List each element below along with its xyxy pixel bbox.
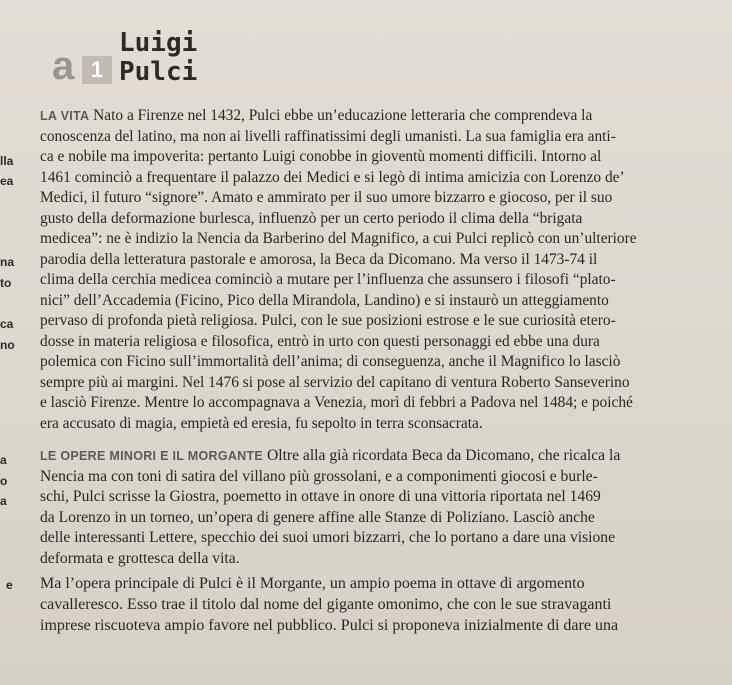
margin-fragment: no xyxy=(0,338,15,352)
text-line: era accusato di magia, empietà ed eresia, fu sepolto in terra sconsacrata. xyxy=(40,414,483,432)
margin-fragment: na xyxy=(0,255,15,269)
author-first-name: Luigi xyxy=(119,28,198,58)
text-line: pervaso di profonda pietà religiosa. Pulci, con le sue posizioni estrose e le sue curiosità etero- xyxy=(40,312,616,329)
margin-fragment: o xyxy=(0,474,8,488)
text-line: delle interessanti Lettere, specchio dei suoi umori bizzarri, che lo portano a dare una visione xyxy=(40,529,616,546)
text-line: ca e nobile ma impoverita: pertanto Luigi conobbe in gioventù momenti difficili. Intorno al xyxy=(40,148,602,165)
badge-letter: a xyxy=(52,44,75,88)
margin-fragment: a xyxy=(0,453,7,467)
margin-fragment: lla xyxy=(0,154,14,168)
badge-number: 1 xyxy=(82,56,112,84)
text-line: gusto della deformazione burlesca, influenzò per un certo periodo il clima della “brigata xyxy=(40,209,583,227)
text-line: cavalleresco. Esso trae il titolo dal nome del gigante omonimo, che con le sue stravaganti xyxy=(40,596,612,613)
text-line: conoscenza del latino, ma non ai livelli raffinatissimi degli umanisti. La sua famiglia era anti- xyxy=(40,127,616,145)
text-line: dosse in materia religiosa e filosofica, entrò in urto con questi personaggi ed ebbe una dura xyxy=(40,332,600,350)
text-line: 1461 cominciò a frequentare il palazzo dei Medici e si legò di intima amicizia con Lorenzo de’ xyxy=(40,168,625,186)
text-line: Nencia ma con toni di satira del villano più grossolani, e a componimenti giocosi e burle- xyxy=(40,467,598,485)
section-heading-vita: LA VITA xyxy=(40,109,90,123)
section-morgante xyxy=(40,573,650,636)
text-line: imprese riscuoteva ampio favore nel pubblico. Pulci si proponeva inizialmente di dare una xyxy=(40,617,619,634)
margin-fragment: ca xyxy=(0,317,14,331)
text-line: e lasciò Firenze. Mentre lo accompagnava a Venezia, morì di febbri a Padova nel 1484; e poiché xyxy=(40,394,633,411)
section-opere-minori xyxy=(40,446,650,569)
text-line: Medici, il futuro “signore”. Amato e ammirato per il suo umore bizzarro e giocoso, per il suo xyxy=(40,189,613,206)
margin-fragment: ea xyxy=(0,174,14,188)
text-line: clima della cerchia medicea cominciò a mutare per l’influenza che assunsero i filosofi “plato- xyxy=(40,271,616,288)
margin-fragment: e xyxy=(6,578,13,592)
text-line: LE OPERE MINORI E IL MORGANTE Oltre alla già ricordata Beca da Dicomano, che ricalca la xyxy=(40,447,621,464)
section-heading-opere: LE OPERE MINORI E IL MORGANTE xyxy=(40,449,264,463)
text-line: Ma l’opera principale di Pulci è il Morgante, un ampio poema in ottave di argomento xyxy=(40,575,585,592)
section-vita xyxy=(40,106,650,434)
section-badge xyxy=(52,44,120,88)
text-line: LA VITA Nato a Firenze nel 1432, Pulci ebbe un’educazione letteraria che comprendeva la xyxy=(40,107,593,124)
text-line: parodia della letteratura pastorale e amorosa, la Beca da Dicomano. Ma verso il 1473-74 il xyxy=(40,250,598,268)
text-line: medicea”: ne è indizio la Nencia da Barberino del Magnifico, a cui Pulci replicò con un’ulteriore xyxy=(40,230,637,247)
margin-fragment: to xyxy=(0,276,12,290)
text-line: schi, Pulci scrisse la Giostra, poemetto in ottave in onore di una vittoria riportata nel 1469 xyxy=(40,488,601,505)
text-line: da Lorenzo in un torneo, un’opera di genere affine alle Stanze di Poliziano. Lasciò anche xyxy=(40,508,595,526)
text-line: polemica con Ficino sull’immortalità dell’anima; di conseguenza, anche il Magnifico lo lasciò xyxy=(40,353,621,370)
author-last-name: Pulci xyxy=(119,57,198,87)
text-line: nici” dell’Accademia (Ficino, Pico della Mirandola, Landino) e si instaurò un atteggiamento xyxy=(40,291,609,309)
margin-fragment: a xyxy=(0,494,7,508)
text-line: sempre più ai margini. Nel 1476 si pose al servizio del capitano di ventura Roberto Sanseverino xyxy=(40,373,630,391)
text-line: deformata e grottesca della vita. xyxy=(40,549,240,567)
